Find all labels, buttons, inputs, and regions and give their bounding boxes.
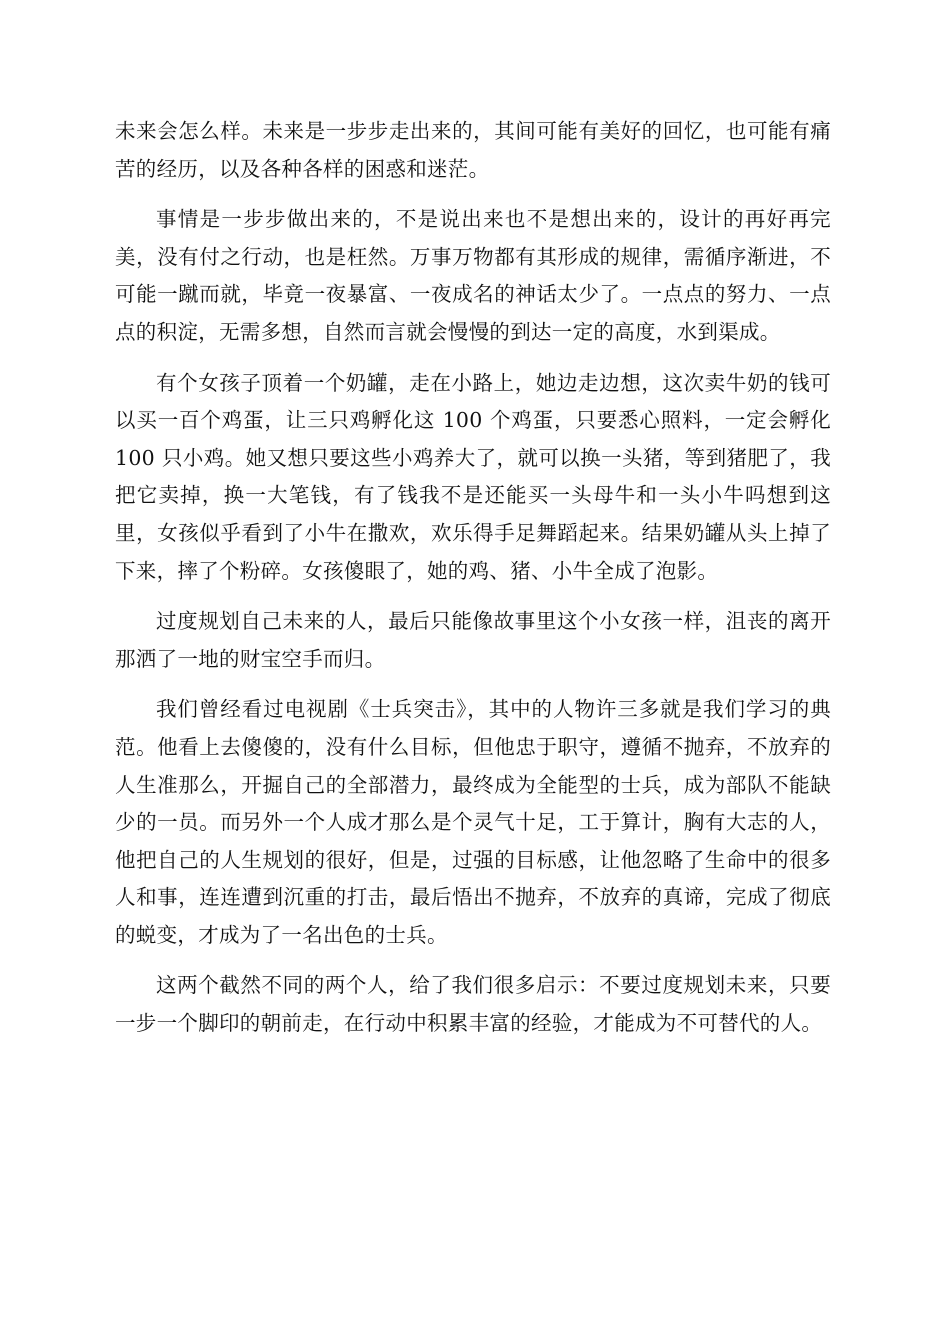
document-body (115, 113, 831, 1056)
paragraph-1: 未来会怎么样。未来是一步步走出来的，其间可能有美好的回忆，也可能有痛苦的经历，以及各种各样的困惑和迷茫。 (115, 119, 831, 181)
paragraph-4: 过度规划自己未来的人，最后只能像故事里这个小女孩一样，沮丧的离开那洒了一地的财宝空手而归。 (115, 609, 831, 671)
paragraph-3: 有个女孩子顶着一个奶罐，走在小路上，她边走边想，这次卖牛奶的钱可以买一百个鸡蛋，让三只鸡孵化这 100 个鸡蛋，只要悉心照料，一定会孵化 100 只小鸡。她又想只要这些小鸡养大了，就可以换一头猪，等到猪肥了，我把它卖掉，换一大笔钱，有了钱我不是还能买一头母牛和一头小牛吗想到这里，女孩似乎看到了小牛在撒欢，欢乐得手足舞蹈起来。结果奶罐从头上掉了下来，摔了个粉碎。女孩傻眼了，她的鸡、猪、小牛全成了泡影。 (115, 370, 831, 583)
paragraph-6: 这两个截然不同的两个人，给了我们很多启示：不要过度规划未来，只要一步一个脚印的朝前走，在行动中积累丰富的经验，才能成为不可替代的人。 (115, 973, 831, 1036)
paragraph-5: 我们曾经看过电视剧《士兵突击》，其中的人物许三多就是我们学习的典范。他看上去傻傻的，没有什么目标，但他忠于职守，遵循不抛弃，不放弃的人生准那么，开掘自己的全部潜力，最终成为全能型的士兵，成为部队不能缺少的一员。而另外一个人成才那么是个灵气十足，工于算计，胸有大志的人，他把自己的人生规划的很好，但是，过强的目标感，让他忽略了生命中的很多人和事，连连遭到沉重的打击，最后悟出不抛弃，不放弃的真谛，完成了彻底的蜕变，才成为了一名出色的士兵。 (115, 697, 831, 947)
paragraph-2: 事情是一步步做出来的，不是说出来也不是想出来的，设计的再好再完美，没有付之行动，也是枉然。万事万物都有其形成的规律，需循序渐进，不可能一蹴而就，毕竟一夜暴富、一夜成名的神话太少了。一点点的努力、一点点的积淀，无需多想，自然而言就会慢慢的到达一定的高度，水到渠成。 (115, 207, 831, 344)
